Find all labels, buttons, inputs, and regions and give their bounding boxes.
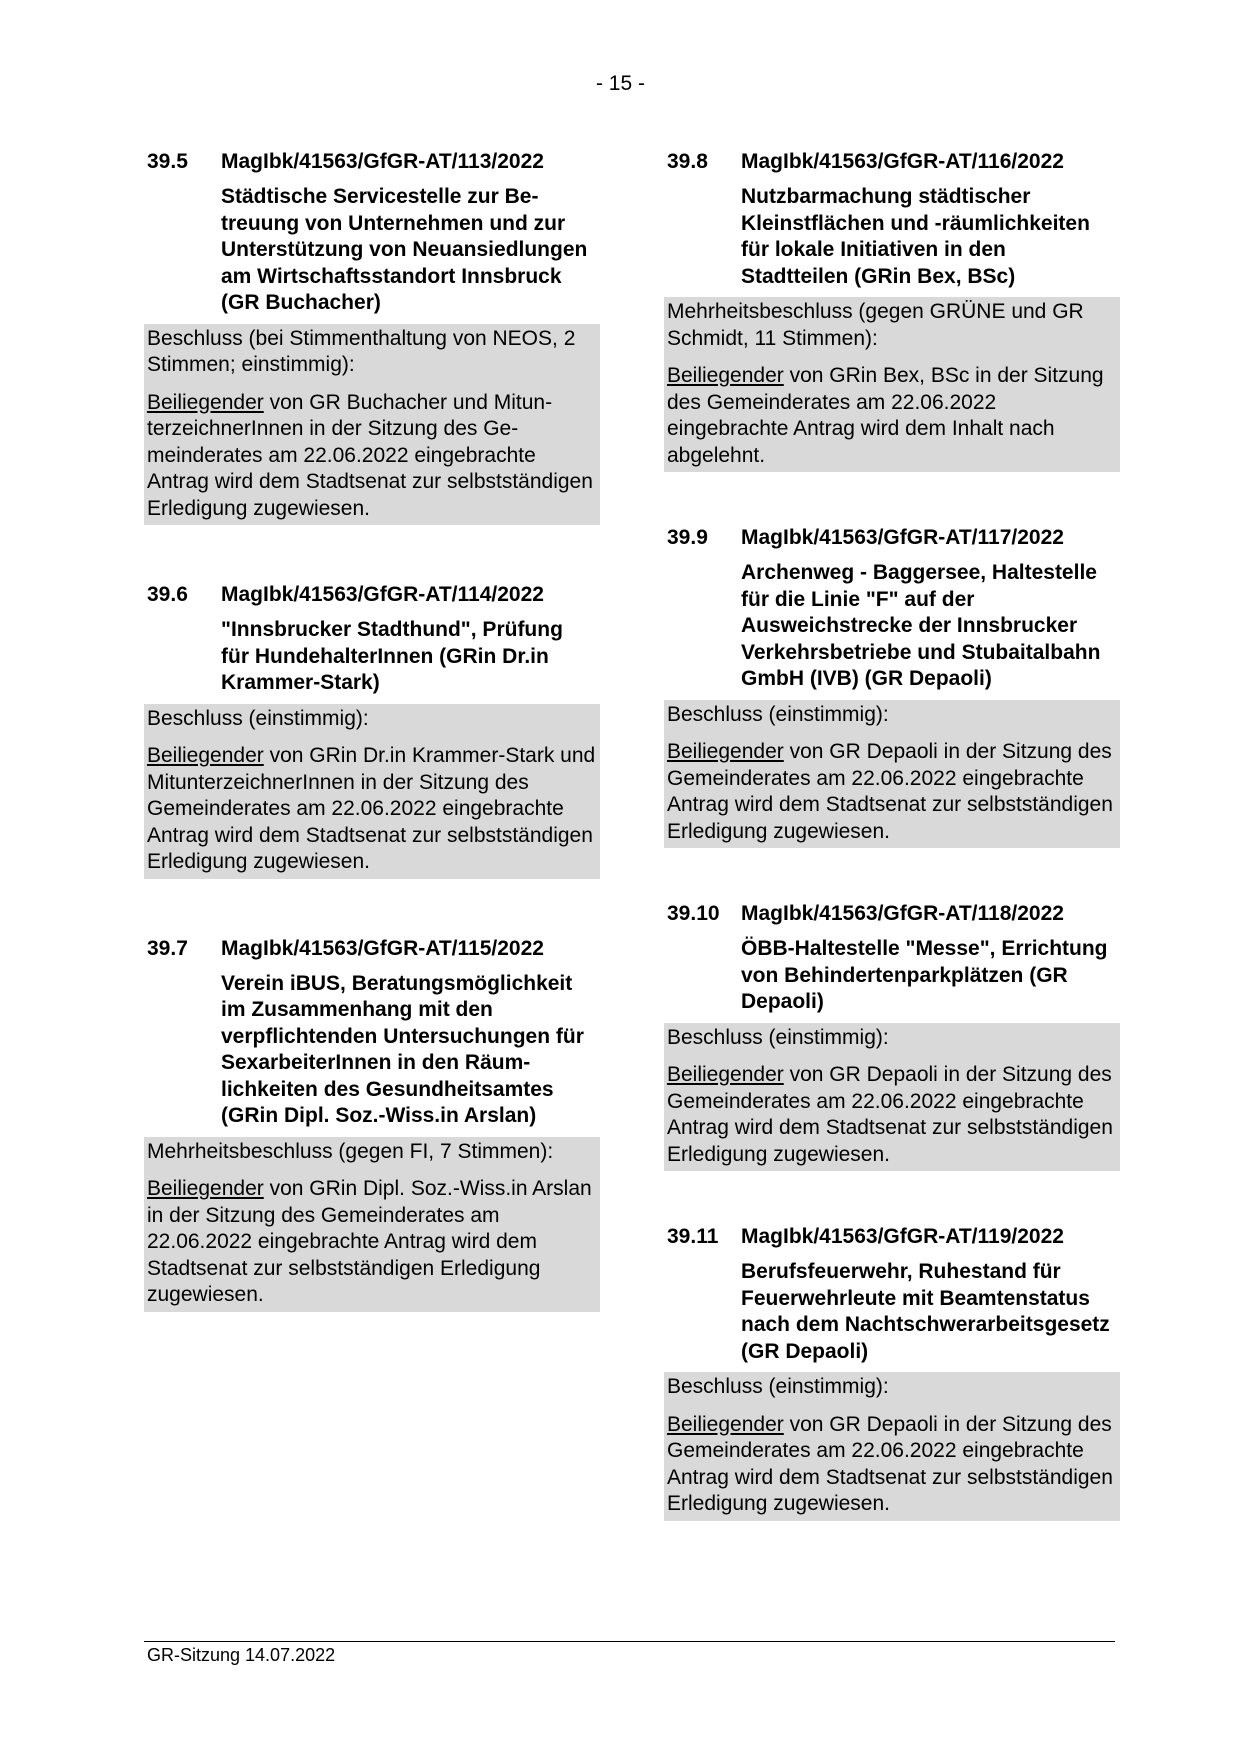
- footer-meeting-date: GR-Sitzung 14.07.2022: [147, 1645, 336, 1665]
- item-number: 39.7: [147, 936, 188, 960]
- decision-type: Beschluss (einstimmig):: [667, 1375, 889, 1398]
- item-title: Verein iBUS, Beratungsmöglichkeit im Zusammenhang mit den verpflichtenden Untersuchungen für SexarbeiterInnen in den Räumlichkeiten des Gesundheitsamtes (GRin Dipl. Soz.-Wiss.in Arslan): [221, 971, 584, 1127]
- decision-lead: Beiliegender: [667, 1063, 784, 1086]
- agenda-item: [664, 900, 1120, 1171]
- agenda-item: [664, 1223, 1120, 1521]
- item-header: [664, 524, 1120, 551]
- decision-type: Beschluss (einstimmig):: [667, 1025, 889, 1049]
- item-reference: MagIbk/41563/GfGR-AT/118/2022: [741, 902, 1064, 925]
- decision-lead: Beiliegender: [147, 744, 264, 767]
- decision-body: von GRin Bex, BSc in der Sitzung des Gemeinderates am 22.06.2022 eingebrachte Antrag wird dem Inhalt nach abgelehnt.: [667, 364, 1104, 467]
- item-title: ÖBB-Haltestelle "Messe", Errichtung von Behindertenparkplätzen (GR Depaoli): [741, 937, 1108, 1013]
- decision-type: Mehrheitsbeschluss (gegen GRÜNE und GR Schmidt, 11 Stimmen):: [667, 300, 1084, 350]
- page-number: - 15 -: [595, 72, 645, 95]
- decision-lead: Beiliegender: [667, 740, 784, 763]
- decision-text: [667, 739, 1117, 845]
- item-header: [664, 900, 1120, 927]
- decision-type: Beschluss (einstimmig):: [147, 706, 369, 730]
- decision-text: [667, 1062, 1117, 1168]
- item-number: 39.8: [667, 150, 708, 173]
- item-reference: MagIbk/41563/GfGR-AT/116/2022: [741, 150, 1064, 173]
- item-title: Nutzbarmachung städtischer Kleinstflächen und -räumlichkeiten für lokale Initiativen in den Stadtteilen (GRin Bex, BSc): [741, 185, 1090, 288]
- item-title: Archenweg - Baggersee, Haltestelle für die Linie "F" auf der Ausweichstrecke der Innsbrucker Verkehrsbetriebe und Stubaitalbahn GmbH (IVB) (GR Depaoli): [741, 561, 1101, 690]
- item-title: Berufsfeuerwehr, Ruhestand für Feuerwehrleute mit Beamtenstatus nach dem Nachtschwerarbeitsgesetz (GR Depaoli): [741, 1260, 1110, 1363]
- left-column: [144, 148, 600, 1312]
- item-number: 39.9: [667, 526, 708, 549]
- decision-text: [147, 1176, 597, 1309]
- decision-box: [144, 324, 600, 526]
- item-reference: MagIbk/41563/GfGR-AT/115/2022: [221, 936, 544, 960]
- decision-body: von GRin Dr.in Krammer-Stark und MitunterzeichnerInnen in der Sitzung des Gemeinderates am 22.06.2022 eingebrachte Antrag wird dem Stadtsenat zur selbstständigen Erledigung zugewiesen.: [147, 744, 596, 873]
- decision-type: Beschluss (einstimmig):: [667, 702, 889, 726]
- decision-box: [664, 1023, 1120, 1172]
- decision-type: Mehrheitsbeschluss (gegen FI, 7 Stimmen):: [147, 1139, 554, 1163]
- item-number: 39.5: [147, 150, 188, 173]
- item-number: 39.10: [667, 902, 720, 925]
- decision-text: [147, 743, 597, 876]
- decision-text: [667, 1412, 1117, 1518]
- item-title: Städtische Servicestelle zur Betreuung von Unternehmen und zur Unterstützung von Neuansiedlungen am Wirtschaftsstandort Innsbruck (GR Buchacher): [221, 185, 588, 314]
- decision-text: [147, 390, 597, 523]
- decision-lead: Beiliegender: [667, 364, 784, 387]
- item-reference: MagIbk/41563/GfGR-AT/113/2022: [221, 150, 544, 173]
- right-column: [664, 148, 1120, 1521]
- agenda-item: [144, 935, 600, 1312]
- item-number: 39.11: [667, 1225, 719, 1248]
- item-header: [664, 1223, 1120, 1250]
- decision-type: Beschluss (bei Stimmenthaltung von NEOS, 2 Stimmen; einstimmig):: [147, 326, 576, 376]
- agenda-item: [144, 581, 600, 879]
- footer-divider: [144, 1641, 1115, 1642]
- decision-box: [664, 297, 1120, 472]
- decision-box: [664, 700, 1120, 849]
- item-reference: MagIbk/41563/GfGR-AT/114/2022: [221, 583, 544, 606]
- item-number: 39.6: [147, 583, 188, 606]
- decision-lead: Beiliegender: [147, 1177, 264, 1200]
- decision-box: [144, 1137, 600, 1312]
- agenda-item: [664, 148, 1120, 472]
- item-header: [144, 148, 600, 175]
- item-header: [144, 935, 600, 962]
- agenda-item: [144, 148, 600, 525]
- decision-lead: Beiliegender: [667, 1412, 784, 1436]
- item-title: "Innsbrucker Stadthund", Prüfung für HundehalterInnen (GRin Dr.in Krammer-Stark): [221, 618, 563, 694]
- item-reference: MagIbk/41563/GfGR-AT/117/2022: [741, 526, 1064, 549]
- item-reference: MagIbk/41563/GfGR-AT/119/2022: [741, 1225, 1064, 1248]
- item-header: [664, 148, 1120, 175]
- decision-box: [144, 704, 600, 879]
- decision-body: von GR Depaoli in der Sitzung des Gemeinderates am 22.06.2022 eingebrachte Antrag wird dem Stadtsenat zur selbstständigen Erledigung zugewiesen.: [667, 1412, 1113, 1515]
- agenda-item: [664, 524, 1120, 848]
- decision-body: von GR Depaoli in der Sitzung des Gemeinderates am 22.06.2022 eingebrachte Antrag wird dem Stadtsenat zur selbstständigen Erledigung zugewiesen.: [667, 740, 1113, 843]
- item-header: [144, 581, 600, 608]
- decision-lead: Beiliegender: [147, 390, 264, 414]
- decision-body: von GRin Dipl. Soz.-Wiss.in Arslan in der Sitzung des Gemeinderates am 22.06.2022 eingebrachte Antrag wird dem Stadtsenat zur selbstständigen Erledigung zugewiesen.: [147, 1177, 592, 1306]
- decision-body: von GR Depaoli in der Sitzung des Gemeinderates am 22.06.2022 eingebrachte Antrag wird dem Stadtsenat zur selbstständigen Erledigung zugewiesen.: [667, 1063, 1113, 1166]
- decision-box: [664, 1372, 1120, 1521]
- decision-text: [667, 363, 1117, 469]
- decision-body: von GR Buchacher und MitunterzeichnerInnen in der Sitzung des Gemeinderates am 22.06.2022 eingebrachte Antrag wird dem Stadtsenat zur selbstständigen Erledigung zugewiesen.: [147, 390, 593, 520]
